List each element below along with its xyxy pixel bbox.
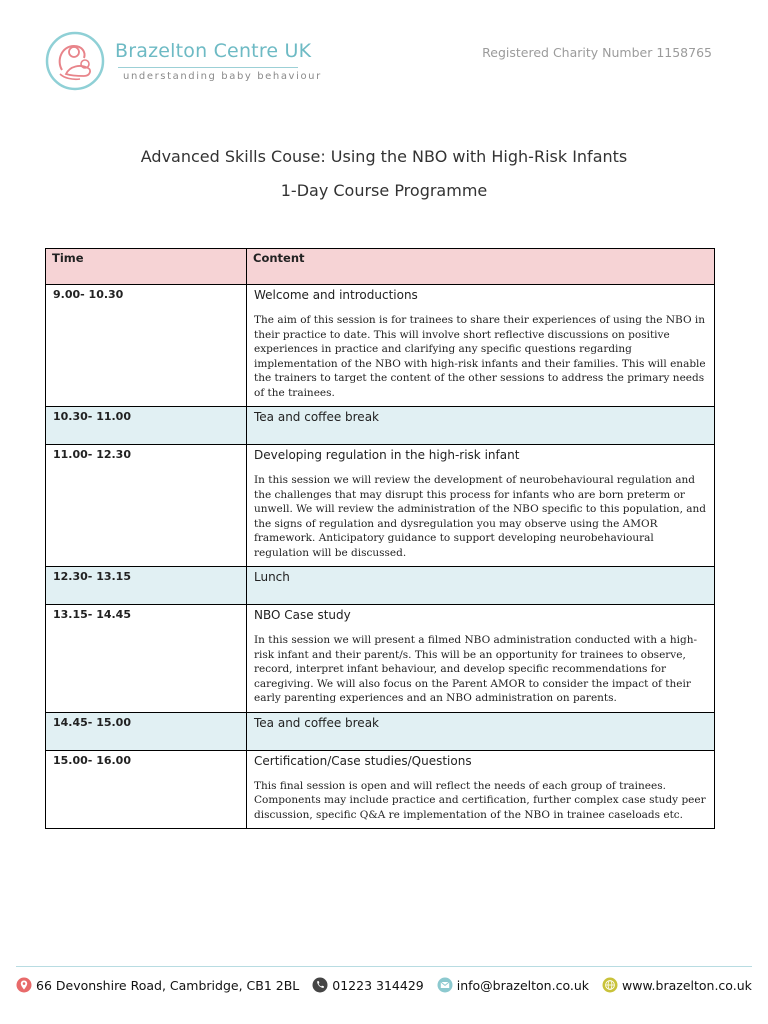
session-description: In this session we will review the development of neurobehavioural regulation and the challenges that may disrupt this process for infants who are born preterm or unwell. We will review the administration of the NBO specific to this population, and the signs of regulation and dysregulation you may observe using the AMOR framework. Anticipatory guidance to support developing neurobehavioural regulation will be discussed. [254, 474, 706, 559]
globe-icon [602, 977, 618, 993]
session-time: 11.00- 12.30 [46, 445, 247, 567]
table-row [46, 750, 715, 829]
footer-divider [16, 966, 752, 967]
session-content [247, 285, 715, 407]
table-row [46, 712, 715, 750]
session-time: 10.30- 11.00 [46, 407, 247, 445]
session-description: In this session we will present a filmed NBO administration conducted with a high-risk infant and their parent/s. This will be an opportunity for trainees to observe, record, interpret infant behaviour, and develop specific recommendations for caregiving. We will also focus on the Parent AMOR to consider the impact of their early parenting experiences and an NBO administration on parents. [254, 634, 698, 704]
session-description: The aim of this session is for trainees to share their experiences of using the NBO in their practice to date. This will involve short reflective discussions on positive experiences in practice and clarifying any specific questions regarding implementation of the NBO with high-risk infants and their families. This will enable the trainers to target the content of the other sessions to address the primary needs of the trainees. [254, 314, 706, 399]
phone-icon [312, 977, 328, 993]
session-time: 12.30- 13.15 [46, 567, 247, 605]
session-title: Lunch [254, 570, 290, 584]
brand-divider [118, 67, 298, 68]
mother-and-baby-logo-icon [44, 30, 106, 92]
footer-website[interactable] [602, 977, 752, 993]
session-title: Tea and coffee break [254, 410, 379, 424]
location-pin-icon [16, 977, 32, 993]
session-content [247, 712, 715, 750]
brand-name: Brazelton Centre UK [115, 40, 312, 62]
table-row [46, 567, 715, 605]
session-time: 15.00- 16.00 [46, 750, 247, 829]
session-content [247, 567, 715, 605]
session-content [247, 750, 715, 829]
email-icon [437, 977, 453, 993]
session-time: 9.00- 10.30 [46, 285, 247, 407]
table-row [46, 285, 715, 407]
page-header [0, 0, 768, 110]
session-title: Tea and coffee break [254, 715, 379, 730]
website-link: www.brazelton.co.uk [622, 977, 752, 993]
table-row [46, 605, 715, 713]
footer-email[interactable] [437, 977, 589, 993]
brand-tagline: understanding baby behaviour [123, 71, 322, 82]
page-footer [16, 974, 752, 996]
email-link: info@brazelton.co.uk [456, 977, 590, 993]
footer-phone[interactable] [312, 977, 423, 993]
session-time: 13.15- 14.45 [46, 605, 247, 713]
session-content [247, 445, 715, 567]
footer-address [16, 977, 299, 993]
programme-table [45, 248, 715, 829]
phone-text: 01223 314429 [332, 977, 424, 993]
session-content [247, 605, 715, 713]
charity-number: Registered Charity Number 1158765 [482, 45, 712, 60]
session-content [247, 407, 715, 445]
session-title: Certification/Case studies/Questions [254, 753, 472, 768]
session-title: Developing regulation in the high-risk infant [254, 448, 520, 462]
session-title: NBO Case study [254, 608, 351, 622]
course-subtitle: 1-Day Course Programme [280, 181, 488, 200]
address-text: 66 Devonshire Road, Cambridge, CB1 2BL [36, 977, 300, 993]
header-time: Time [46, 249, 247, 285]
session-description: This final session is open and will reflect the needs of each group of trainees. Components may include practice and certification, further complex case study peer discussion, specific Q&A re implementation of the NBO in trainee caseloads etc. [254, 779, 706, 821]
session-time: 14.45- 15.00 [46, 712, 247, 750]
header-content: Content [247, 249, 715, 285]
table-row [46, 407, 715, 445]
table-row [46, 445, 715, 567]
course-title: Advanced Skills Couse: Using the NBO with High-Risk Infants [140, 147, 628, 166]
session-title: Welcome and introductions [254, 288, 418, 302]
table-header-row [46, 249, 715, 285]
